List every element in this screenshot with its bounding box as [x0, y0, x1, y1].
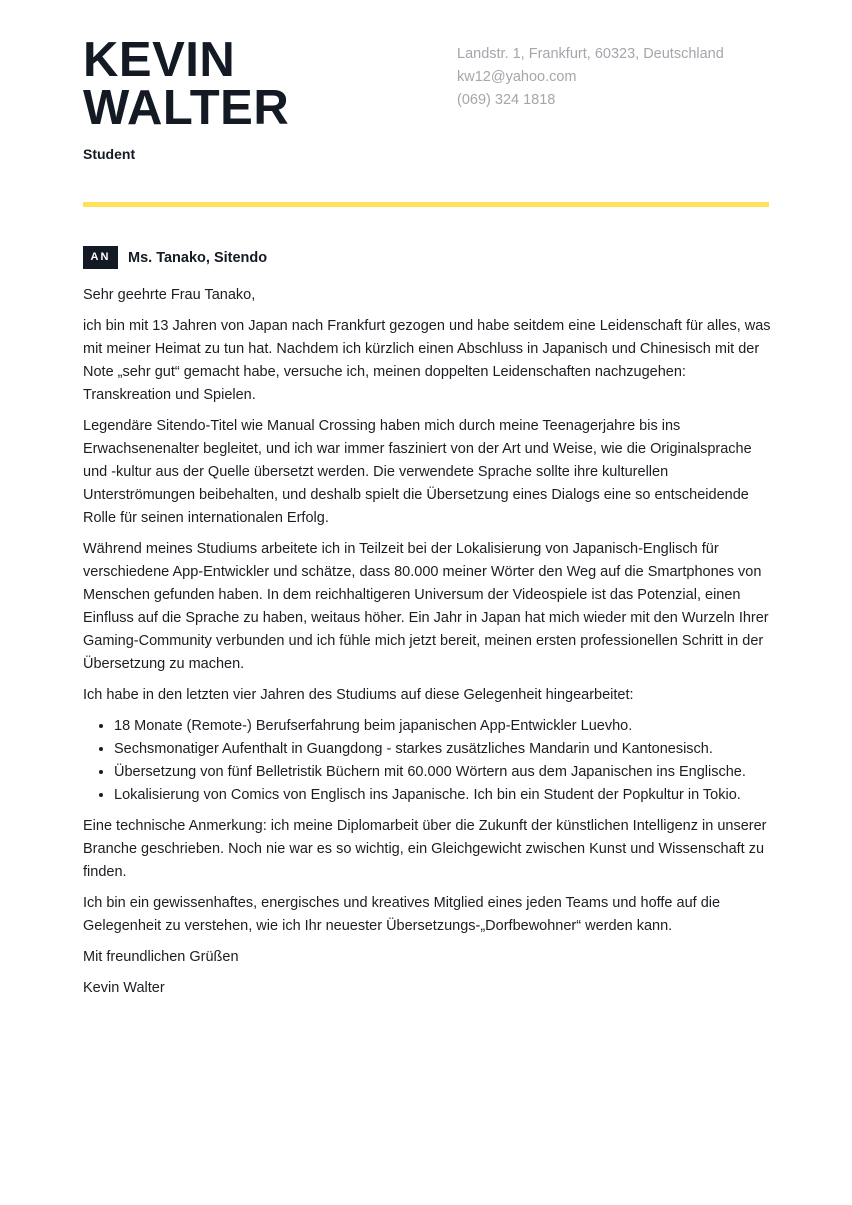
recipient-badge: AN: [83, 246, 118, 269]
last-name: WALTER: [83, 81, 290, 135]
paragraph: Ich bin ein gewissenhaftes, energisches und kreatives Mitglied eines jeden Teams und hoffe auf die Gelegenheit zu verstehen, wie ich Ihr neuester Übersetzungs-„Dorfbewohner“ werden kann.: [83, 895, 721, 934]
achievements-list: [83, 715, 773, 807]
recipient-name: Ms. Tanako, Sitendo: [128, 249, 268, 266]
list-item: • Sechsmonatiger Aufenthalt in Guangdong - starkes zusätzliches Mandarin und Kantonesisch.: [114, 738, 773, 761]
list-item: • Übersetzung von fünf Belletristik Büchern mit 60.000 Wörtern aus dem Japanischen ins Englische.: [114, 761, 773, 784]
salutation: Sehr geehrte Frau Tanako,: [83, 287, 256, 303]
applicant-name: [83, 33, 290, 135]
accent-divider: [83, 202, 769, 207]
paragraph: Eine technische Anmerkung: ich meine Diplomarbeit über die Zukunft der künstlichen Intelligenz in unserer Branche geschrieben. Noch nie war es so wichtig, ein Gleichgewicht zwischen Kunst und Wissenschaft zu finden.: [83, 818, 767, 880]
first-name: KEVIN: [83, 33, 236, 87]
list-item: • Lokalisierung von Comics von Englisch ins Japanische. Ich bin ein Student der Popkultur in Tokio.: [114, 784, 773, 807]
contact-block: [457, 43, 724, 112]
recipient-line: [83, 246, 267, 269]
applicant-role: Student: [83, 146, 136, 162]
sign-off: Mit freundlichen Grüßen: [83, 949, 239, 965]
paragraph: Ich habe in den letzten vier Jahren des Studiums auf diese Gelegenheit hingearbeitet:: [83, 687, 634, 703]
paragraph: Während meines Studiums arbeitete ich in Teilzeit bei der Lokalisierung von Japanisch-Englisch für verschiedene App-Entwickler und schätze, dass 80.000 meiner Wörter den Weg auf die Smartphones von Menschen gefunden haben. In dem reichhaltigeren Universum der Videospiele ist das Potenzial, einen Einfluss auf die Sprache zu haben, weitaus höher. Ein Jahr in Japan hat mich wieder mit den Wurzeln Ihrer Gaming-Community verbunden und ich fühle mich jetzt bereit, meinen ersten professionellen Schritt in der Übersetzung zu machen.: [83, 541, 769, 672]
letter-body: [83, 284, 773, 1008]
contact-address: Landstr. 1, Frankfurt, 60323, Deutschland: [457, 46, 724, 62]
contact-email[interactable]: kw12@yahoo.com: [457, 69, 577, 85]
paragraph: Legendäre Sitendo-Titel wie Manual Crossing haben mich durch meine Teenagerjahre bis ins Erwachsenenalter begleitet, und ich war immer fasziniert von der Art und Weise, wie die Originalsprache und -kultur aus der Quelle übersetzt werden. Die verwendete Sprache sollte ihre kulturellen Unterströmungen beibehalten, und deshalb spielt die Übersetzung eines Dialogs eine so entscheidende Rolle für seinen internationalen Erfolg.: [83, 418, 752, 526]
signature: Kevin Walter: [83, 980, 165, 996]
contact-phone[interactable]: (069) 324 1818: [457, 92, 556, 108]
paragraph: ich bin mit 13 Jahren von Japan nach Frankfurt gezogen und habe seitdem eine Leidenschaft für alles, was mit meiner Heimat zu tun hat. Nachdem ich kürzlich einen Abschluss in Japanisch und Chinesisch mit der Note „sehr gut“ gemacht habe, versuche ich, meinen doppelten Leidenschaften nachzugehen: Transkreation und Spielen.: [83, 318, 771, 403]
list-item: • 18 Monate (Remote-) Berufserfahrung beim japanischen App-Entwickler Luevho.: [114, 715, 773, 738]
